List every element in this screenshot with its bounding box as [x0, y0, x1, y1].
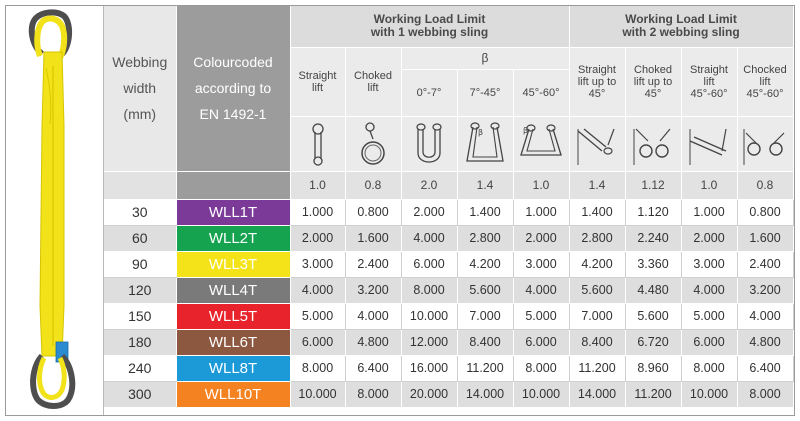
wll-value-cell: 4.000 [737, 303, 793, 329]
sling-basket-wide-icon [513, 116, 569, 171]
straight-45-label-3: 45° [588, 87, 606, 100]
sling-illustration [6, 6, 104, 415]
choked-45-header [625, 47, 681, 116]
wll-value-cell: 10.000 [513, 381, 569, 407]
webbing-width-cell: 180 [104, 329, 176, 355]
table-body [104, 199, 793, 407]
single-sling-title: Working Load Limit [373, 12, 486, 27]
two-sling-choked-icon [625, 116, 681, 171]
wll-value-cell: 12.000 [401, 329, 457, 355]
factor-cell: 1.0 [681, 171, 737, 199]
webbing-width-label-1: Webbing [112, 54, 168, 71]
svg-text:β: β [478, 127, 484, 137]
factor-cell: 1.4 [569, 171, 625, 199]
factor-cell: 1.0 [290, 171, 345, 199]
sling-basket-icon [401, 116, 457, 171]
wll-value-cell: 7.000 [569, 303, 625, 329]
factor-colour-blank [176, 171, 290, 199]
factor-cell: 1.12 [625, 171, 681, 199]
straight-45-header [569, 47, 625, 116]
colour-code-label-3: EN 1492-1 [199, 106, 267, 123]
choked-45-label-2: lift up to [633, 75, 673, 88]
wll-value-cell: 6.400 [345, 355, 401, 381]
wll-value-cell: 0.800 [737, 199, 793, 225]
straight-60-label-1: Straight [690, 63, 728, 76]
wll-value-cell: 4.000 [681, 277, 737, 303]
webbing-width-cell: 60 [104, 225, 176, 251]
beta-header: β [401, 47, 569, 69]
webbing-width-cell: 150 [104, 303, 176, 329]
wll-value-cell: 2.000 [513, 225, 569, 251]
colour-code-cell: WLL6T [176, 329, 290, 355]
wll-value-cell: 4.800 [737, 329, 793, 355]
wll-value-cell: 4.480 [625, 277, 681, 303]
sling-straight-icon [290, 116, 345, 171]
wll-value-cell: 1.600 [737, 225, 793, 251]
wll-value-cell: 16.000 [401, 355, 457, 381]
table-row [104, 355, 793, 381]
factor-cell: 1.4 [457, 171, 513, 199]
wll-value-cell: 3.000 [681, 251, 737, 277]
webbing-width-cell: 120 [104, 277, 176, 303]
angle-45-60-header: 45°-60° [513, 69, 569, 116]
wll-value-cell: 1.000 [513, 199, 569, 225]
choked-45-label-1: Choked [634, 63, 672, 76]
wll-value-cell: 8.000 [401, 277, 457, 303]
choked-60-label-3: 45°-60° [746, 87, 784, 100]
wll-value-cell: 8.000 [345, 381, 401, 407]
wll-value-cell: 8.000 [290, 355, 345, 381]
wll-value-cell: 4.000 [401, 225, 457, 251]
wll-value-cell: 4.000 [513, 277, 569, 303]
colour-code-cell: WLL2T [176, 225, 290, 251]
angle-0-7-header: 0°-7° [401, 69, 457, 116]
angle-7-45-header: 7°-45° [457, 69, 513, 116]
wll-value-cell: 2.400 [737, 251, 793, 277]
wll-value-cell: 6.720 [625, 329, 681, 355]
factor-cell: 2.0 [401, 171, 457, 199]
wll-value-cell: 2.000 [290, 225, 345, 251]
straight-lift-label-2: lift [312, 81, 323, 94]
straight-60-label-2: lift [703, 75, 715, 88]
wll-value-cell: 10.000 [681, 381, 737, 407]
table-row [104, 277, 793, 303]
wll-value-cell: 10.000 [401, 303, 457, 329]
colour-code-cell: WLL8T [176, 355, 290, 381]
wll-value-cell: 2.000 [401, 199, 457, 225]
webbing-width-cell: 300 [104, 381, 176, 407]
wll-value-cell: 5.600 [569, 277, 625, 303]
straight-60-header [681, 47, 737, 116]
wll-value-cell: 7.000 [457, 303, 513, 329]
wll-value-cell: 10.000 [290, 381, 345, 407]
webbing-width-cell: 30 [104, 199, 176, 225]
wll-value-cell: 1.120 [625, 199, 681, 225]
wll-value-cell: 8.960 [625, 355, 681, 381]
wll-value-cell: 4.800 [345, 329, 401, 355]
colour-code-cell: WLL10T [176, 381, 290, 407]
two-sling-choked-wide-icon [737, 116, 793, 171]
wll-value-cell: 11.200 [457, 355, 513, 381]
wll-value-cell: 4.200 [457, 251, 513, 277]
wll-value-cell: 8.400 [457, 329, 513, 355]
webbing-width-label-3: (mm) [123, 106, 157, 123]
wll-value-cell: 0.800 [345, 199, 401, 225]
choked-60-header [737, 47, 793, 116]
colour-code-cell: WLL4T [176, 277, 290, 303]
wll-value-cell: 3.200 [737, 277, 793, 303]
wll-value-cell: 3.360 [625, 251, 681, 277]
wll-value-cell: 8.400 [569, 329, 625, 355]
two-sling-straight-icon [569, 116, 625, 171]
wll-value-cell: 3.200 [345, 277, 401, 303]
wll-value-cell: 5.000 [681, 303, 737, 329]
straight-60-label-3: 45°-60° [690, 87, 728, 100]
colour-code-cell: WLL5T [176, 303, 290, 329]
table-row [104, 329, 793, 355]
table-row [104, 199, 793, 225]
factor-cell: 1.0 [513, 171, 569, 199]
wll-value-cell: 2.000 [681, 225, 737, 251]
wll-value-cell: 5.000 [513, 303, 569, 329]
choked-lift-label-1: Choked [354, 69, 392, 82]
wll-value-cell: 6.000 [681, 329, 737, 355]
webbing-sling-icon [6, 6, 104, 415]
wll-value-cell: 11.200 [569, 355, 625, 381]
wll-value-cell: 3.000 [513, 251, 569, 277]
wll-value-cell: 4.200 [569, 251, 625, 277]
table-row [104, 303, 793, 329]
choked-lift-header [345, 47, 401, 116]
choked-lift-label-2: lift [367, 81, 379, 94]
wll-value-cell: 20.000 [401, 381, 457, 407]
colour-code-header [176, 6, 290, 171]
single-sling-group-header [290, 6, 569, 47]
wll-value-cell: 1.400 [457, 199, 513, 225]
sling-choked-icon [345, 116, 401, 171]
sling-basket-beta-icon [457, 116, 513, 171]
wll-value-cell: 8.000 [513, 355, 569, 381]
two-sling-straight-wide-icon [681, 116, 737, 171]
wll-value-cell: 11.200 [625, 381, 681, 407]
factor-cell: 0.8 [737, 171, 793, 199]
single-sling-subtitle: with 1 webbing sling [370, 25, 489, 40]
table-row [104, 251, 793, 277]
wll-table [104, 6, 794, 408]
wll-value-cell: 4.000 [345, 303, 401, 329]
wll-value-cell: 6.000 [513, 329, 569, 355]
straight-45-label-1: Straight [578, 63, 616, 76]
colour-code-cell: WLL1T [176, 199, 290, 225]
webbing-width-cell: 90 [104, 251, 176, 277]
colour-code-label-1: Colourcoded [193, 54, 273, 71]
factor-webbing-blank [104, 171, 176, 199]
wll-value-cell: 6.400 [737, 355, 793, 381]
straight-lift-label-1: Straight [298, 69, 337, 82]
webbing-width-header [104, 6, 176, 171]
wll-value-cell: 3.000 [290, 251, 345, 277]
double-sling-group-header [569, 6, 793, 47]
choked-60-label-2: lift [759, 75, 771, 88]
factor-cell: 0.8 [345, 171, 401, 199]
wll-value-cell: 4.000 [290, 277, 345, 303]
wll-value-cell: 1.600 [345, 225, 401, 251]
colour-code-label-2: according to [194, 80, 272, 97]
wll-value-cell: 2.400 [345, 251, 401, 277]
wll-value-cell: 5.600 [625, 303, 681, 329]
wll-value-cell: 5.000 [290, 303, 345, 329]
choked-60-label-1: Chocked [743, 63, 787, 76]
wll-value-cell: 5.600 [457, 277, 513, 303]
choked-45-label-3: 45° [644, 87, 662, 100]
webbing-width-label-2: width [123, 80, 157, 97]
straight-lift-header [290, 47, 345, 116]
colour-code-cell: WLL3T [176, 251, 290, 277]
svg-text:β: β [523, 125, 529, 135]
table-row [104, 225, 793, 251]
double-sling-title: Working Load Limit [625, 12, 737, 27]
wll-value-cell: 1.400 [569, 199, 625, 225]
wll-value-cell: 6.000 [290, 329, 345, 355]
wll-value-cell: 14.000 [457, 381, 513, 407]
wll-value-cell: 2.800 [569, 225, 625, 251]
wll-value-cell: 1.000 [290, 199, 345, 225]
webbing-width-cell: 240 [104, 355, 176, 381]
wll-value-cell: 14.000 [569, 381, 625, 407]
wll-value-cell: 2.240 [625, 225, 681, 251]
wll-value-cell: 8.000 [681, 355, 737, 381]
wll-value-cell: 8.000 [737, 381, 793, 407]
double-sling-subtitle: with 2 webbing sling [622, 25, 740, 40]
wll-value-cell: 6.000 [401, 251, 457, 277]
wll-value-cell: 1.000 [681, 199, 737, 225]
straight-45-label-2: lift up to [577, 75, 617, 88]
table-row [104, 381, 793, 407]
wll-value-cell: 2.800 [457, 225, 513, 251]
